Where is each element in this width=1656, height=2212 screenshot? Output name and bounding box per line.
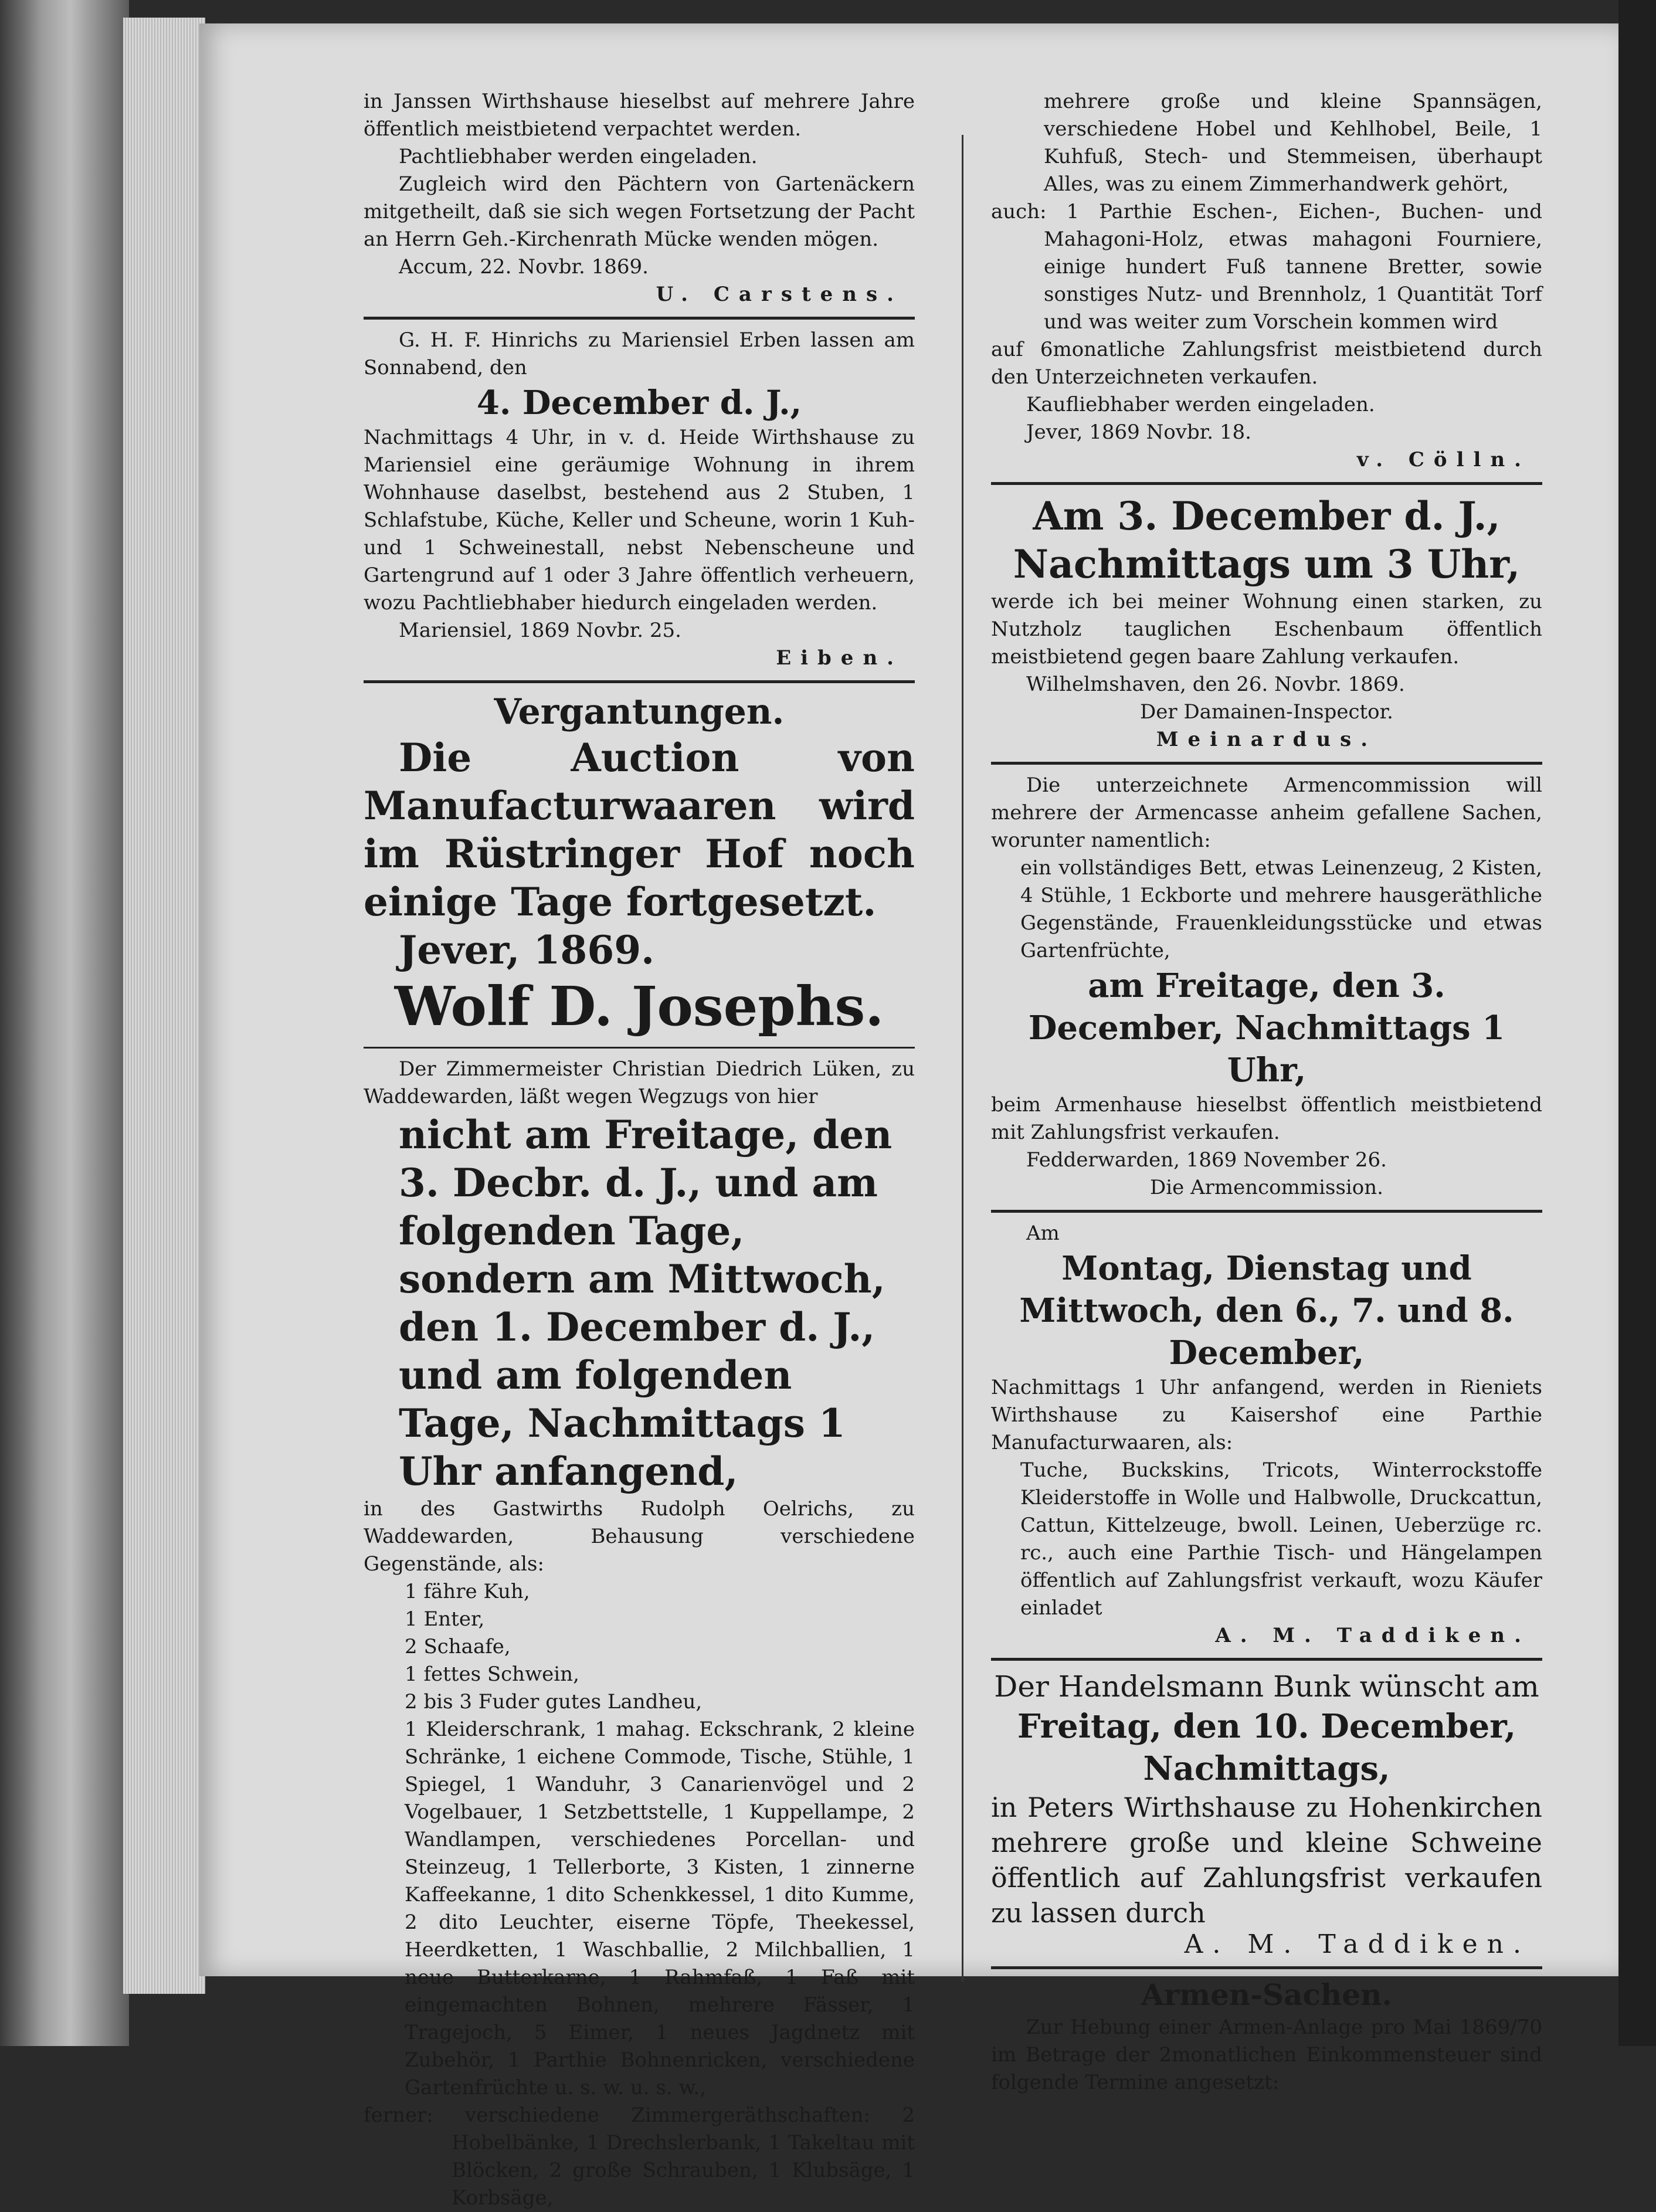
notice-body: Nachmittags 4 Uhr, in v. d. Heide Wirthshause zu Mariensiel eine geräumige Wohnung in ihrem Wohnhause daselbst, bestehend aus 2 Stuben, 1 Schlafstube, Küche, Keller und Scheune, worin 1 Kuh- und 1 Schweinestall, nebst Nebenscheune und Gartengrund auf 1 oder 3 Jahre öffentlich verheuern, wozu Pachtliebhaber hiedurch eingeladen werden.: [364, 426, 915, 615]
notice-date: Freitag, den 10. December, Nachmittags,: [1017, 1707, 1516, 1788]
notice-date: Montag, Dienstag und Mittwoch, den 6., 7. und 8. December,: [1019, 1249, 1514, 1372]
item-list: [364, 1578, 915, 2102]
notice-body: werde ich bei meiner Wohnung einen starken, zu Nutzholz tauglichen Eschenbaum öffentlich meistbietend gegen baare Zahlung verkaufen.: [991, 590, 1542, 669]
notice-armen-sachen: [991, 1976, 1542, 2096]
notice-intro: Der Zimmermeister Christian Diedrich Lüken, zu Waddewarden, läßt wegen Wegzugs von hier: [364, 1057, 915, 1108]
book-edge: [0, 0, 129, 2046]
right-column: [991, 88, 1542, 2096]
notice-date: 4. December d. J.,: [476, 384, 802, 422]
notice-signature: Eiben.: [776, 646, 903, 670]
notice-signature: A. M. Taddiken.: [1184, 1929, 1531, 1959]
page-stack: [123, 18, 205, 1994]
section-heading: Armen-Sachen.: [1141, 1977, 1392, 2012]
notice-signature: Wolf D. Josephs.: [394, 975, 884, 1038]
adjacent-page-edge: [1618, 0, 1656, 2046]
notice-body: Zur Hebung einer Armen-Anlage pro Mai 1869/70 im Betrage der 2monatlichen Einkommensteuer sind folgende Termine angesetzt:: [991, 2016, 1542, 2094]
notice-signature: A. M. Taddiken.: [1215, 1624, 1531, 1647]
section-rule: [991, 1210, 1542, 1213]
notice-body: auch: 1 Parthie Eschen-, Eichen-, Buchen- und Mahagoni-Holz, etwas mahagoni Fourniere, einige hundert Fuß tannene Bretter, sowie sonstiges Nutz- und Brennholz, 1 Quantität Torf und was weiter zum Vorschein kommen wird: [991, 200, 1542, 334]
list-item: 2 Schaafe,: [405, 1635, 511, 1658]
notice-body: Die Auction von Manufacturwaaren wird im Rüstringer Hof noch einige Tage fortgesetzt.: [364, 735, 915, 925]
notice-accum: [364, 88, 915, 308]
notice-wilhelmshaven: [991, 492, 1542, 754]
notice-mariensiel: [364, 327, 915, 672]
notice-invite: Kaufliebhaber werden eingeladen.: [1026, 393, 1375, 416]
section-rule: [364, 680, 915, 683]
notice-signature: Die Armencommission.: [1150, 1176, 1383, 1199]
notice-body: in Peters Wirthshause zu Hohenkirchen mehrere große und kleine Schweine öffentlich auf Zahlungsfrist verkaufen zu lassen durch: [991, 1792, 1542, 1929]
notice-place-date: Jever, 1869 Novbr. 18.: [1026, 420, 1251, 444]
notice-date: nicht am Freitage, den 3. Decbr. d. J., und am folgenden Tage, sondern am Mittwoch, den 1. December d. J., und am folgenden Tage, Nachmittags 1 Uhr anfangend,: [399, 1112, 893, 1494]
notice-waddewarden: [364, 1056, 915, 2212]
notice-items: ein vollständiges Bett, etwas Leinenzeug, 2 Kisten, 4 Stühle, 1 Eckborte und mehrere hausgeräthliche Gegenstände, Frauenkleidungsstücke und etwas Gartenfrüchte,: [1020, 856, 1542, 962]
list-item: 2 bis 3 Fuder gutes Landheu,: [405, 1690, 703, 1714]
notice-intro: Der Handelsmann Bunk wünscht am: [994, 1670, 1539, 1704]
notice-text: in Janssen Wirthshause hieselbst auf mehrere Jahre öffentlich meistbietend verpachtet werden.: [364, 90, 915, 141]
notice-signature: U. Carstens.: [656, 283, 903, 306]
notice-signature: Meinardus.: [1156, 728, 1377, 751]
list-item: 1 fähre Kuh,: [405, 1580, 530, 1603]
notice-text: Zugleich wird den Pächtern von Gartenäckern mitgetheilt, daß sie sich wegen Fortsetzung der Pacht an Herrn Geh.-Kirchenrath Mücke wenden mögen.: [364, 172, 915, 251]
section-rule: [991, 762, 1542, 765]
notice-hohenkirchen: [991, 1668, 1542, 1958]
notice-date: Am 3. December d. J., Nachmittags um 3 Uhr,: [1013, 493, 1521, 587]
notice-location: in des Gastwirths Rudolph Oelrichs, zu Waddewarden, Behausung verschiedene Gegenstände, als:: [364, 1497, 915, 1576]
list-item: 1 fettes Schwein,: [405, 1663, 579, 1686]
notice-kaisershof: [991, 1220, 1542, 1650]
section-rule: [364, 317, 915, 320]
notice-fedderwarden: [991, 772, 1542, 1202]
notice-jever: [991, 88, 1542, 474]
section-heading: Vergantungen.: [494, 691, 785, 732]
list-item: 1 Kleiderschrank, 1 mahag. Eckschrank, 2 kleine Schränke, 1 eichene Commode, Tische, Stühle, 1 Spiegel, 1 Wanduhr, 3 Canarienvögel und 2 Vogelbauer, 1 Setzbettstelle, 1 Kuppellampe, 2 Wandlampen, verschiedenes Porcellan- und Steinzeug, 1 Tellerborte, 3 Kisten, 1 zinnerne Kaffeekanne, 1 dito Schenkkessel, 1 dito Kumme, 2 dito Leuchter, eiserne Töpfe, Theekessel, Heerdketten, 1 Waschballie, 2 Milchballien, 1 neue Butterkarne, 1 Rahmfaß, 1 Faß mit eingemachten Bohnen, mehrere Fässer, 1 Tragejoch, 5 Eimer, 1 neues Jagdnetz mit Zubehör, 1 Parthie Bohnenricken, verschiedene Gartenfrüchte u. s. w. u. s. w.,: [405, 1718, 915, 2099]
notice-intro: Am: [1026, 1222, 1060, 1245]
notice-official-title: Der Damainen-Inspector.: [1140, 700, 1393, 724]
notice-signature: v. Cölln.: [1356, 448, 1531, 471]
column-divider: [962, 135, 963, 1982]
notice-body: mehrere große und kleine Spannsägen, verschiedene Hobel und Kehlhobel, Beile, 1 Kuhfuß, Stech- und Stemmeisen, überhaupt Alles, was zu einem Zimmerhandwerk gehört,: [1044, 90, 1542, 196]
notice-intro: G. H. F. Hinrichs zu Mariensiel Erben lassen am Sonnabend, den: [364, 328, 915, 379]
notice-place-date: Jever, 1869.: [399, 927, 655, 973]
notice-ferner: ferner: verschiedene Zimmergeräthschaften: 2 Hobelbänke, 1 Drechslerbank, 1 Takeltau mit Blöcken, 2 große Schrauben, 1 Klubsäge, 1 Korbsäge,: [364, 2104, 915, 2210]
notice-place-date: Accum, 22. Novbr. 1869.: [399, 255, 649, 279]
section-rule: [364, 1047, 915, 1049]
list-item: 1 Enter,: [405, 1607, 485, 1631]
section-rule: [991, 1966, 1542, 1969]
notice-place-date: Fedderwarden, 1869 November 26.: [1026, 1148, 1387, 1172]
left-column: [364, 88, 915, 2212]
notice-body: beim Armenhause hieselbst öffentlich meistbietend mit Zahlungsfrist verkaufen.: [991, 1093, 1542, 1144]
notice-place-date: Mariensiel, 1869 Novbr. 25.: [399, 619, 681, 642]
notice-terms: auf 6monatliche Zahlungsfrist meistbietend durch den Unterzeichneten verkaufen.: [991, 338, 1542, 389]
notice-date: am Freitage, den 3. December, Nachmittags 1 Uhr,: [1028, 966, 1505, 1090]
notice-place-date: Wilhelmshaven, den 26. Novbr. 1869.: [1026, 673, 1405, 696]
section-rule: [991, 1658, 1542, 1661]
notice-body: Nachmittags 1 Uhr anfangend, werden in Rieniets Wirthshause zu Kaisershof eine Parthie Manufacturwaaren, als:: [991, 1376, 1542, 1454]
notice-intro: Die unterzeichnete Armencommission will mehrere der Armencasse anheim gefallene Sachen, worunter namentlich:: [991, 773, 1542, 852]
section-rule: [991, 482, 1542, 485]
notice-vergantungen: [364, 690, 915, 1039]
notice-items: Tuche, Buckskins, Tricots, Winterrockstoffe Kleiderstoffe in Wolle und Halbwolle, Druckcattun, Cattun, Kittelzeuge, bwoll. Leinen, Ueberzüge rc. rc., auch eine Parthie Tisch- und Hängelampen öffentlich auf Zahlungsfrist verkauft, wozu Käufer einladet: [1020, 1458, 1542, 1620]
notice-text: Pachtliebhaber werden eingeladen.: [399, 145, 758, 168]
